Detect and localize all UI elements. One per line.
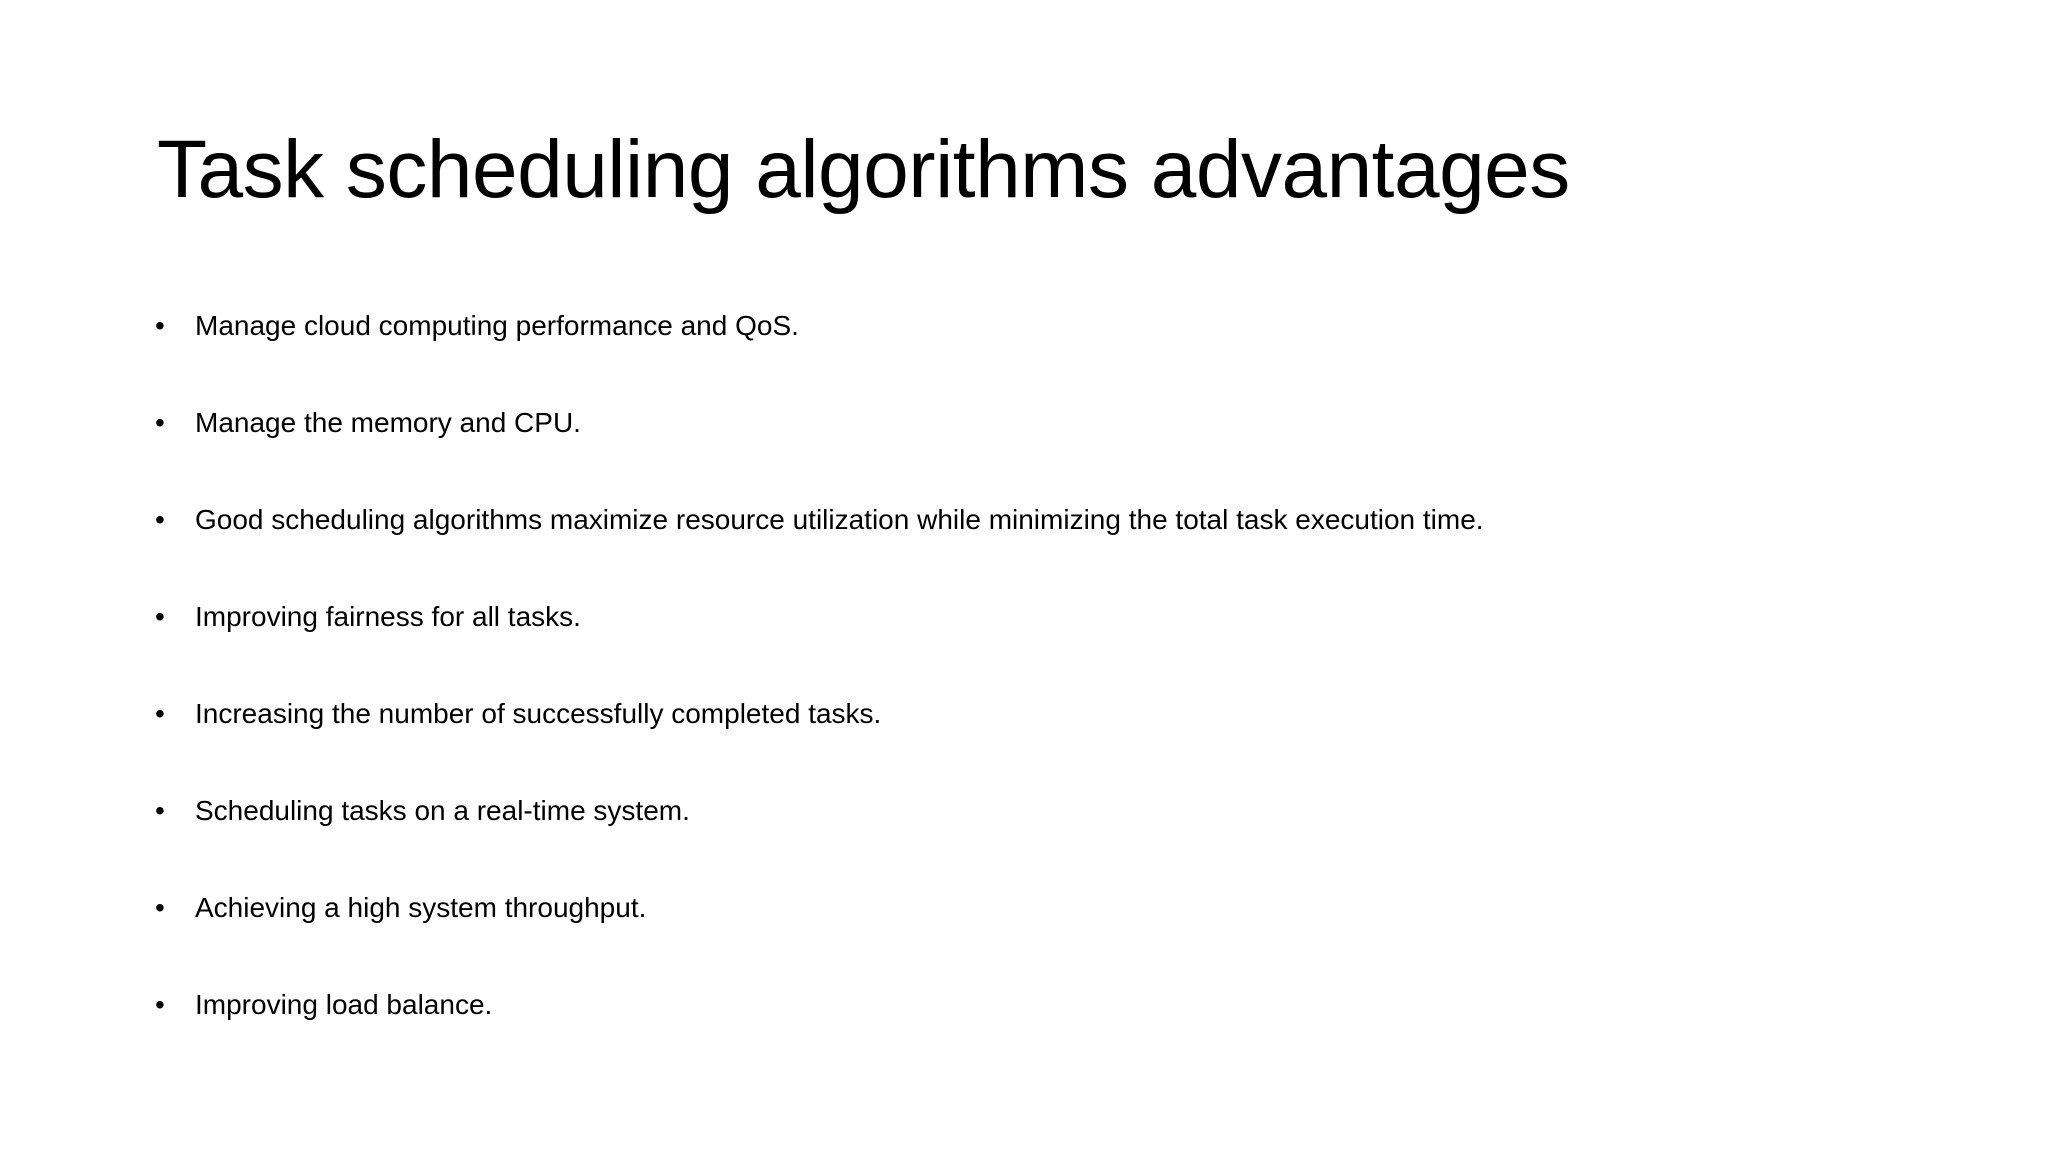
bullet-text: Manage the memory and CPU. [195,407,581,438]
list-item [155,591,1484,688]
bullet-icon: • [155,407,165,438]
slide-title: Task scheduling algorithms advantages [157,124,1570,215]
bullet-icon: • [155,989,165,1020]
bullet-icon: • [155,310,165,341]
list-item [155,882,1484,979]
bullet-icon: • [155,698,165,729]
bullet-icon: • [155,601,165,632]
bullet-icon: • [155,795,165,826]
list-item [155,785,1484,882]
bullet-text: Good scheduling algorithms maximize resource utilization while minimizing the total task execution time. [195,504,1484,535]
bullet-text: Improving fairness for all tasks. [195,601,581,632]
list-item [155,494,1484,591]
list-item [155,397,1484,494]
bullet-text: Achieving a high system throughput. [195,892,647,923]
bullet-list [155,300,1484,1076]
bullet-icon: • [155,504,165,535]
bullet-text: Increasing the number of successfully completed tasks. [195,698,882,729]
bullet-text: Scheduling tasks on a real-time system. [195,795,690,826]
list-item [155,979,1484,1076]
bullet-text: Improving load balance. [195,989,493,1020]
list-item [155,300,1484,397]
bullet-icon: • [155,892,165,923]
bullet-text: Manage cloud computing performance and QoS. [195,310,799,341]
list-item [155,688,1484,785]
